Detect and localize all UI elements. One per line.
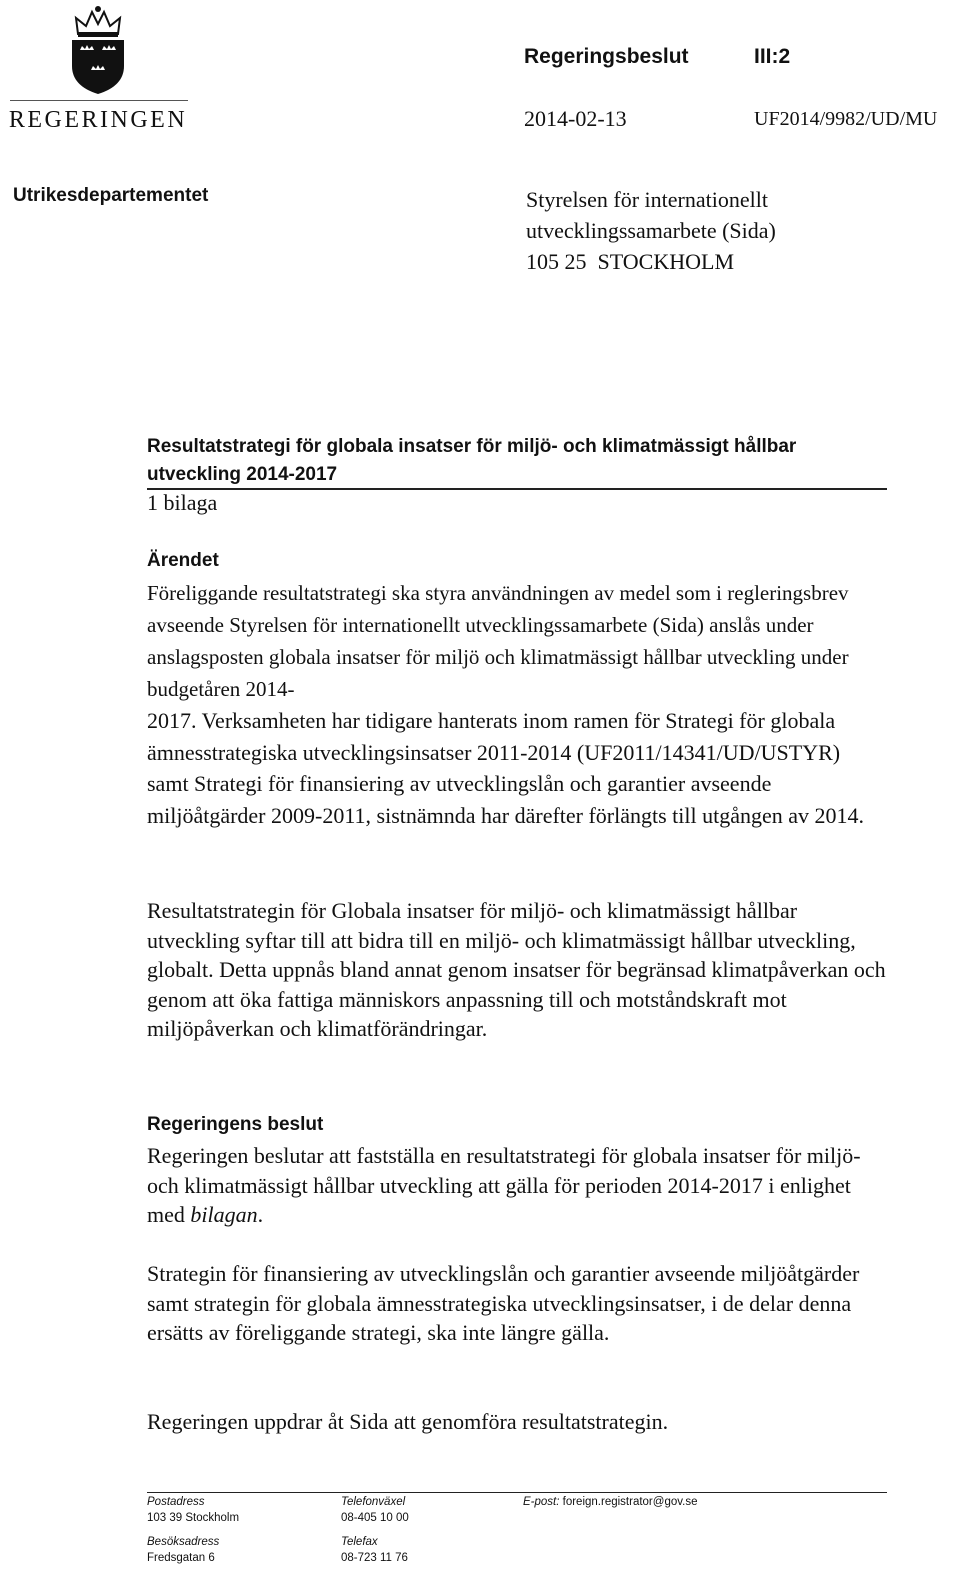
section-heading-arendet: Ärendet — [147, 550, 219, 571]
attachment-count: 1 bilaga — [147, 490, 218, 515]
subject-title: Resultatstrategi för globala insatser för miljö- och klimatmässigt hållbar utveckling 2014-2017 — [147, 436, 797, 485]
recipient-line: utvecklingssamarbete (Sida) — [526, 218, 776, 243]
footer-epost-value[interactable]: foreign.registrator@gov.se — [562, 1496, 698, 1508]
footer-epost — [523, 1496, 697, 1508]
footer-telefonvaxel-label: Telefonväxel — [341, 1496, 406, 1508]
footer-postadress-label: Postadress — [147, 1496, 205, 1508]
paragraph-text: . — [257, 1202, 264, 1228]
footer-besoksadress-label: Besöksadress — [147, 1536, 220, 1548]
paragraph-strategy-aim: Resultatstrategin för Globala insatser för miljö- och klimatmässigt hållbar utveckling syftar till att bidra till en miljö- och klimatmässigt hållbar utveckling, globalt. Detta uppnås bland annat genom insatser för begränsad klimatpåverkan och genom att öka fattiga människors anpassning till och motståndskraft mot miljöpåverkan och klimatförändringar. — [147, 898, 886, 1042]
paragraph-arendet — [147, 577, 887, 831]
footer-besoksadress: Fredsgatan 6 — [147, 1552, 215, 1564]
subject-divider — [147, 488, 887, 490]
paragraph-assignment: Regeringen uppdrar åt Sida att genomföra resultatstrategin. — [147, 1409, 669, 1434]
footer-postadress: 103 39 Stockholm — [147, 1512, 240, 1524]
recipient-line: Styrelsen för internationellt — [526, 187, 768, 212]
paragraph-text: Föreliggande resultatstrategi ska styra användningen av medel som i regleringsbrev avseende Styrelsen för internationellt utvecklingssamarbete (Sida) anslås under anslagsposten globala insatser för miljö och klimatmässigt hållbar utveckling under budgetåren 2014- — [147, 581, 849, 701]
recipient-address — [526, 184, 776, 277]
logo-divider — [10, 100, 188, 101]
department: Utrikesdepartementet — [13, 185, 209, 206]
section-heading-beslut: Regeringens beslut — [147, 1114, 324, 1135]
footer-telefax: 08-723 11 76 — [341, 1552, 408, 1564]
paragraph-text: Regeringen beslutar att fastställa en resultatstrategi för globala insatser för miljö- och klimatmässigt hållbar utveckling att gälla för perioden 2014-2017 i enlighet med — [147, 1143, 861, 1228]
document-reference: UF2014/9982/UD/MU — [754, 108, 938, 130]
document-date: 2014-02-13 — [524, 106, 627, 131]
footer-divider — [147, 1492, 887, 1493]
attachment-reference: bilagan — [190, 1202, 258, 1228]
document-number: III:2 — [754, 45, 791, 68]
footer-epost-label: E-post: — [523, 1496, 560, 1508]
paragraph-text: 2017. Verksamheten har tidigare hanterats inom ramen för Strategi för globala ämnesstrategiska utvecklingsinsatser 2011-2014 (UF2011/14341/UD/USTYR) samt Strategi för finansiering av utvecklingslån och garantier avseende miljöåtgärder 2009-2011, sistnämnda har därefter förlängts till utgången av 2014. — [147, 708, 865, 828]
footer-telefax-label: Telefax — [341, 1536, 378, 1548]
document-type: Regeringsbeslut — [524, 45, 689, 68]
government-logo — [8, 4, 188, 132]
crown-shield-icon — [66, 4, 130, 96]
paragraph-repeal: Strategin för finansiering av utvecklingslån och garantier avseende miljöåtgärder samt strategin för globala ämnesstrategiska utvecklingsinsatser, i de delar denna ersätts av föreliggande strategi, ska inte längre gälla. — [147, 1261, 860, 1346]
recipient-line: 105 25 STOCKHOLM — [526, 249, 735, 274]
paragraph-decision — [147, 1141, 887, 1230]
logo-text: REGERINGEN — [8, 107, 188, 133]
footer-telefonvaxel: 08-405 10 00 — [341, 1512, 409, 1524]
